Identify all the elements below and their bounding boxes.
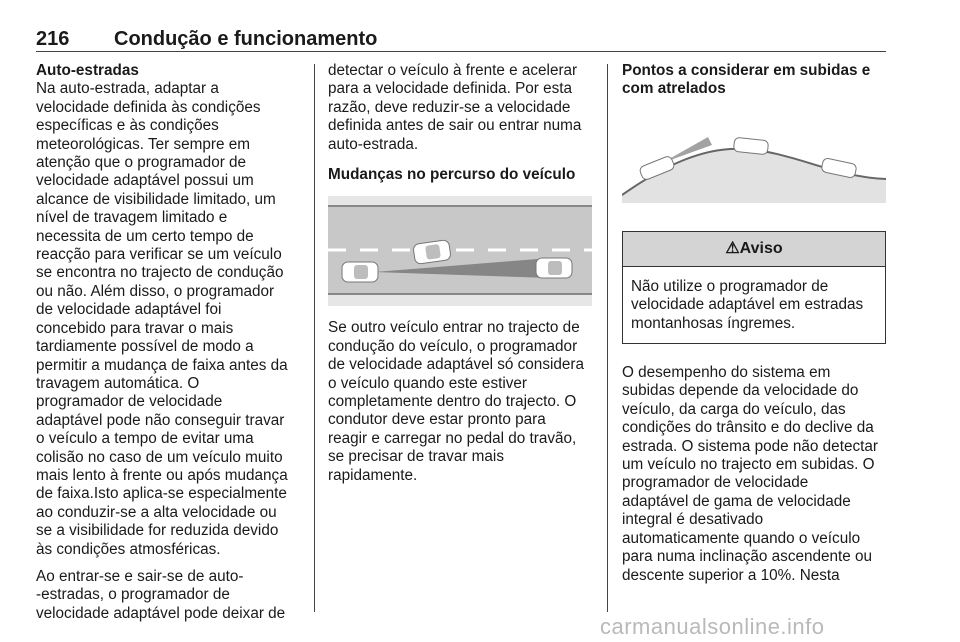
text-line: tardiamente possível de modo a xyxy=(36,338,254,356)
text-line: reagir e carregar no pedal do travão, xyxy=(328,429,577,447)
text-line: ou não. Além disso, o programador xyxy=(36,282,275,300)
text-line: de faixa.Isto aplica-se especialmente xyxy=(36,485,287,503)
text-line: velocidade definida às condições xyxy=(36,98,261,116)
text-line: necessita de um certo tempo de xyxy=(36,227,254,245)
text-line: completamente dentro do trajecto. O xyxy=(328,393,577,411)
text-line: programador de velocidade xyxy=(622,474,809,492)
text-line: permitir a mudança de faixa antes da xyxy=(36,356,288,374)
text-line: reacção para verificar se um veículo xyxy=(36,246,282,264)
text-line: -estradas, o programador de xyxy=(36,586,230,604)
page-title: Condução e funcionamento xyxy=(114,28,378,50)
text-line: às condições atmosféricas. xyxy=(36,540,221,558)
text-line: colisão no caso de um veículo muito xyxy=(36,448,283,466)
text-line: descente superior a 10%. Nesta xyxy=(622,566,840,584)
column-2 xyxy=(328,62,593,485)
text-line: montanhosas íngremes. xyxy=(631,314,796,332)
text-line: integral é desativado xyxy=(622,511,764,529)
page-number: 216 xyxy=(36,28,70,50)
text-line: nível de travagem limitado e xyxy=(36,209,228,227)
warning-body xyxy=(623,267,885,343)
hill-driving-illustration xyxy=(622,117,886,203)
text-line: meteorológicas. Ter sempre em xyxy=(36,135,250,153)
header-rule xyxy=(36,51,886,52)
column-3 xyxy=(622,62,886,585)
lane-change-illustration xyxy=(328,196,592,306)
text-line: para a velocidade definida. Por esta xyxy=(328,80,573,98)
text-line: condução do veículo, o programador xyxy=(328,337,578,355)
text-line: para numa inclinação ascendente ou xyxy=(622,548,873,566)
text-line: velocidade adaptável pode deixar de xyxy=(36,604,286,622)
column-divider-1 xyxy=(314,64,315,612)
text-line: um veículo no trajecto em subidas. O xyxy=(622,456,875,474)
car-crest-icon xyxy=(733,137,768,154)
leading-car-icon xyxy=(536,258,572,278)
text-line: de velocidade adaptável só considera xyxy=(328,356,584,374)
warning-title: Aviso xyxy=(739,239,783,257)
cutting-in-car-icon xyxy=(413,240,451,265)
text-line: subidas depende da velocidade do xyxy=(622,382,859,400)
section-heading-motorways: Auto-estradas xyxy=(36,62,139,79)
watermark: carmanualsonline.info xyxy=(600,614,825,639)
own-car-icon xyxy=(342,262,378,282)
text-line: de velocidade adaptável foi xyxy=(36,301,222,319)
text-line: estrada. O sistema pode não detectar xyxy=(622,437,878,455)
text-line: rapidamente. xyxy=(328,466,418,484)
text-line: velocidade adaptável possui um xyxy=(36,172,254,190)
section-heading-hills-cont: com atrelados xyxy=(622,80,726,98)
warning-box xyxy=(622,231,886,344)
section-heading-lane-change: Mudanças no percurso do veículo xyxy=(328,166,576,184)
text-line: adaptável pode não conseguir travar xyxy=(36,411,285,429)
warning-icon: ⚠ xyxy=(725,239,740,257)
text-line: auto-estrada. xyxy=(328,135,419,153)
text-line: atenção que o programador de xyxy=(36,154,247,172)
text-line: O desempenho do sistema em xyxy=(622,364,831,382)
text-line: automaticamente quando o veículo xyxy=(622,529,861,547)
text-line: condições do trânsito e do declive da xyxy=(622,419,874,437)
text-line: específicas e às condições xyxy=(36,117,219,135)
text-line: alcance de visibilidade limitado, um xyxy=(36,190,276,208)
warning-header xyxy=(623,232,885,267)
column-divider-2 xyxy=(607,64,608,612)
text-line: razão, deve reduzir-se a velocidade xyxy=(328,98,571,116)
text-line: condutor deve estar pronto para xyxy=(328,411,546,429)
text-line: se a visibilidade for reduzida devido xyxy=(36,522,279,540)
text-line: ao conduzir-se a alta velocidade ou xyxy=(36,503,277,521)
section-heading-hills: Pontos a considerar em subidas e xyxy=(622,62,871,79)
text-line: Se outro veículo entrar no trajecto de xyxy=(328,319,580,337)
text-line: programador de velocidade xyxy=(36,393,223,411)
text-line: o veículo quando este estiver xyxy=(328,374,527,392)
text-line: Não utilize o programador de xyxy=(631,277,829,295)
text-line: mais lento à frente ou após mudança xyxy=(36,466,288,484)
text-line: velocidade adaptável em estradas xyxy=(631,296,864,314)
text-line: veículo, da carga do veículo, das xyxy=(622,400,846,418)
text-line: travagem automática. O xyxy=(36,374,200,392)
text-line: definida antes de sair ou entrar numa xyxy=(328,117,582,135)
text-line: adaptável de gama de velocidade xyxy=(622,492,851,510)
text-line: Ao entrar-se e sair-se de auto- xyxy=(36,567,244,585)
column-1 xyxy=(36,62,299,623)
text-line: o veículo a tempo de evitar uma xyxy=(36,430,254,448)
text-line: Na auto-estrada, adaptar a xyxy=(36,80,219,98)
text-line: se encontra no trajecto de condução xyxy=(36,264,284,282)
text-line: se precisar de travar mais xyxy=(328,448,504,466)
text-line: concebido para travar o mais xyxy=(36,319,234,337)
text-line: detectar o veículo à frente e acelerar xyxy=(328,62,578,79)
